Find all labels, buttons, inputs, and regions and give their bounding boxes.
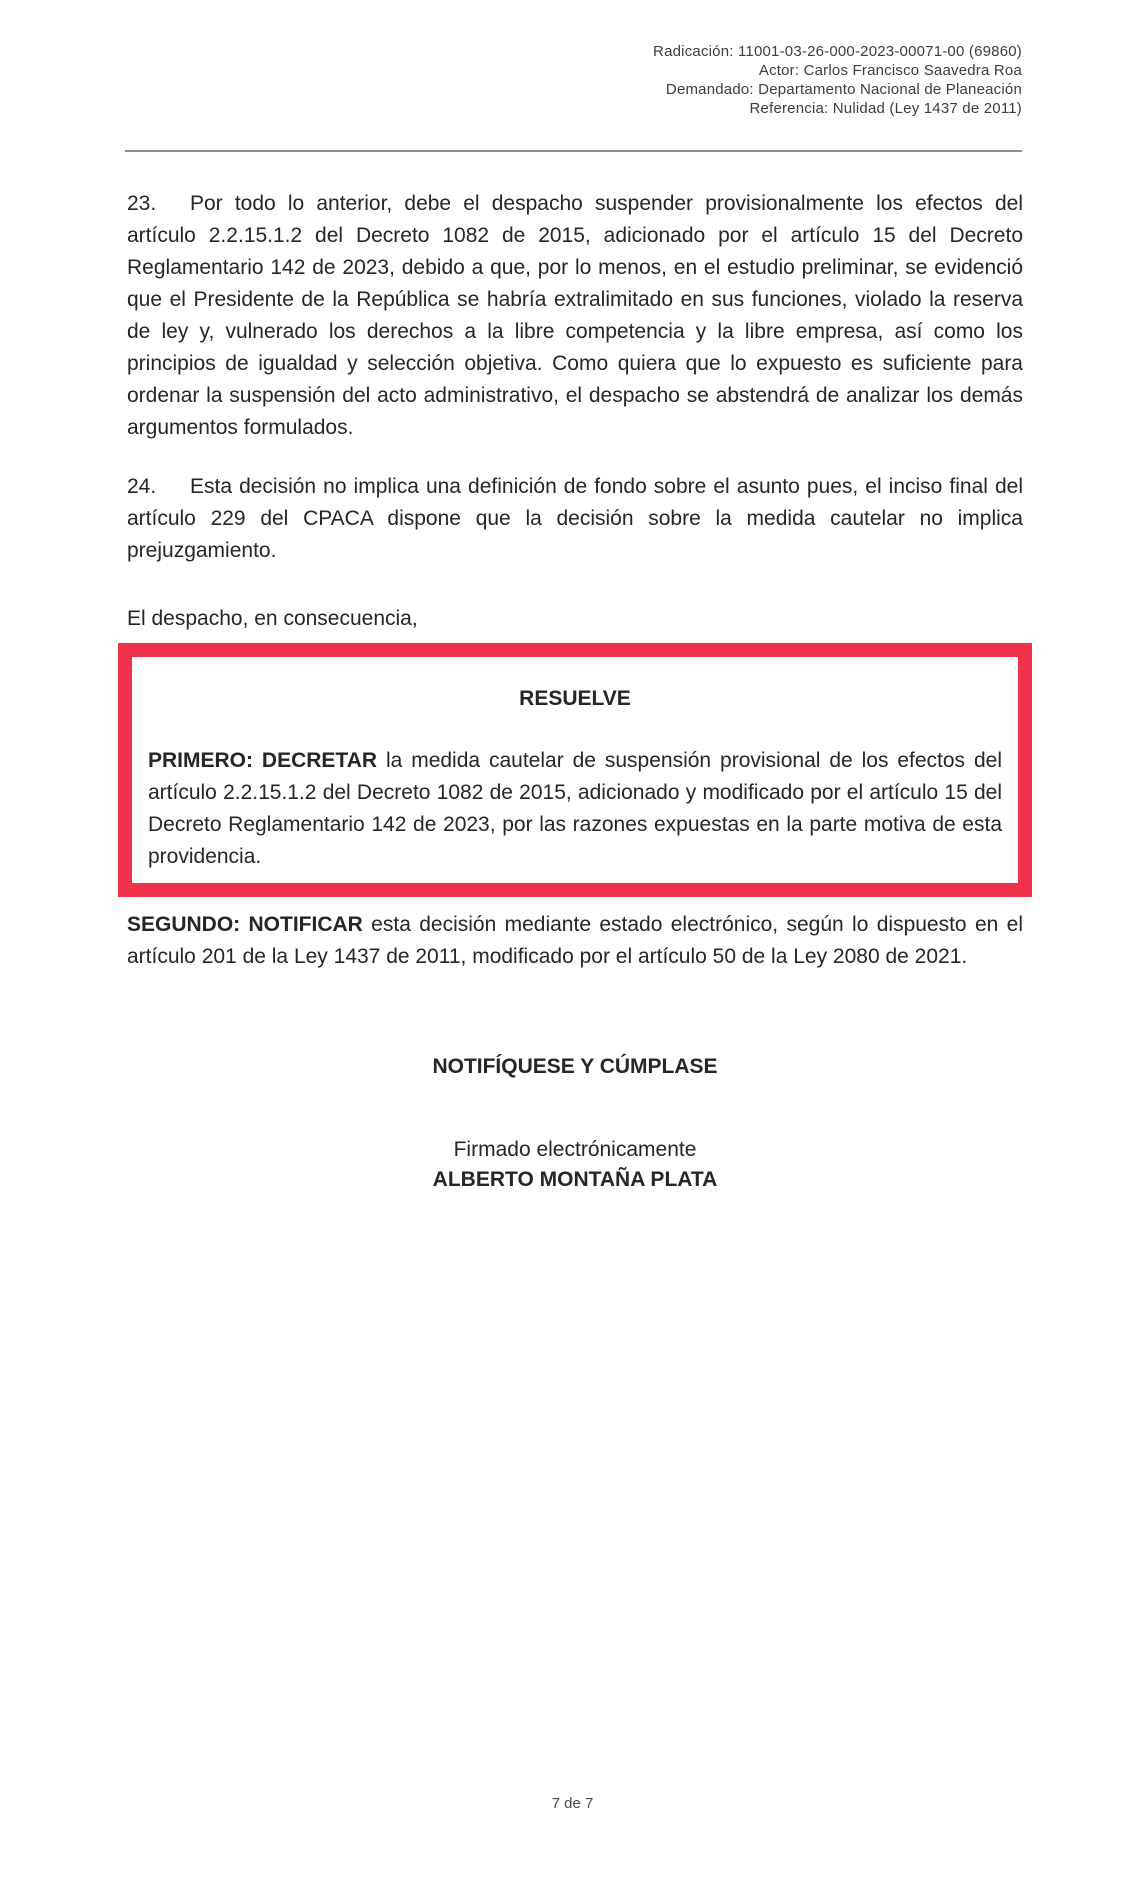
segundo-paragraph: [127, 909, 1023, 973]
signature-block: [127, 1135, 1023, 1195]
document-body: [127, 188, 1023, 1195]
transition-line: El despacho, en consecuencia,: [127, 607, 418, 630]
closing-order: NOTIFÍQUESE Y CÚMPLASE: [432, 1055, 718, 1078]
caption-actor: Actor: Carlos Francisco Saavedra Roa: [758, 62, 1022, 79]
primero-paragraph: [148, 745, 1002, 873]
resolution-highlight-box: [118, 643, 1032, 897]
paragraph-23: [127, 188, 1023, 444]
signature-method: Firmado electrónicamente: [453, 1138, 697, 1161]
paragraph-24-text: Esta decisión no implica una definición de fondo sobre el asunto pues, el inciso final del artículo 229 del CPACA dispone que la decisión sobre la medida cautelar no implica prejuzgamiento.: [127, 475, 1023, 562]
resolve-heading: RESUELVE: [519, 687, 631, 710]
caption-radicacion: Radicación: 11001-03-26-000-2023-00071-00 (69860): [653, 43, 1022, 60]
caption-referencia: Referencia: Nulidad (Ley 1437 de 2011): [749, 100, 1022, 117]
case-caption: [653, 42, 1022, 118]
paragraph-23-text: Por todo lo anterior, debe el despacho suspender provisionalmente los efectos del artículo 2.2.15.1.2 del Decreto 1082 de 2015, adicionado por el artículo 15 del Decreto Reglamentario 142 de 2023, debido a que, por lo menos, en el estudio preliminar, se evidenció que el Presidente de la República se habría extralimitado en sus funciones, violado la reserva de ley y, vulnerado los derechos a la libre competencia y la libre empresa, así como los principios de igualdad y selección objetiva. Como quiera que lo expuesto es suficiente para ordenar la suspensión del acto administrativo, el despacho se abstendrá de analizar los demás argumentos formulados.: [127, 192, 1023, 439]
paragraph-23-number: 23.: [127, 192, 157, 215]
caption-demandado: Demandado: Departamento Nacional de Planeación: [665, 81, 1022, 98]
segundo-lead: SEGUNDO: NOTIFICAR: [127, 913, 363, 936]
segundo-text: esta decisión mediante estado electrónico, según lo dispuesto en el artículo 201 de la Ley 1437 de 2011, modificado por el artículo 50 de la Ley 2080 de 2021.: [127, 913, 1024, 968]
paragraph-24: [127, 471, 1023, 567]
primero-text: la medida cautelar de suspensión provisional de los efectos del artículo 2.2.15.1.2 del Decreto 1082 de 2015, adicionado y modificado por el artículo 15 del Decreto Reglamentario 142 de 2023, por las razones expuestas en la parte motiva de esta providencia.: [148, 749, 1002, 868]
page-number: 7 de 7: [551, 1795, 594, 1812]
primero-lead: PRIMERO: DECRETAR: [148, 749, 378, 772]
header-divider: [125, 150, 1022, 152]
paragraph-24-number: 24.: [127, 475, 157, 498]
signatory-name: ALBERTO MONTAÑA PLATA: [432, 1168, 718, 1191]
